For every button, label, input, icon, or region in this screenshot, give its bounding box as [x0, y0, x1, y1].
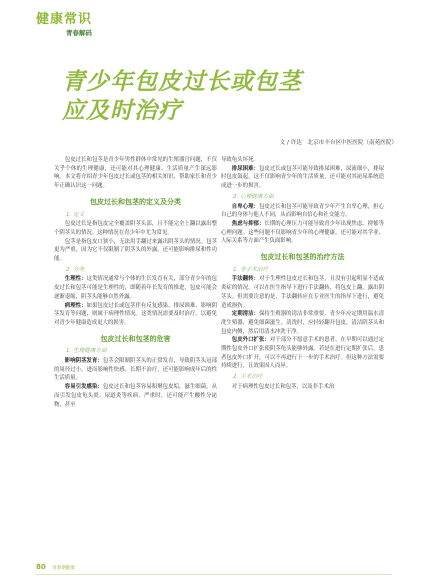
term-text: 如果包皮过长或包茎伴有反复感染、排尿困难、影响阴茎发育等问题，则属于病理性情况。这类情况需要及时治疗，以避免对青少年健康造成更大的损害。 — [54, 302, 217, 326]
term-text: 这类情况通常与个体的生长发育有关，部分青少年的包皮过长和包茎可能是生理性的，即随着年长发育的推进，包皮可能会逐渐退缩，阴茎头能够自然外露。 — [54, 276, 217, 300]
term-label: 焦虑与抑郁： — [231, 220, 265, 227]
paragraph — [221, 336, 384, 371]
term-label: 容易引发感染： — [64, 384, 103, 391]
heading-harm: 包皮过长和包茎的危害 — [100, 334, 171, 343]
term-text: 包皮过长或包茎可能导致排尿困难，尿流细小，排尿时包皮鼓起。这不仅影响青少年的生活质量，还可能对其泌尿系统造成进一步的损害。 — [221, 165, 384, 190]
term-text: 包皮过长和包茎可能导致青少年产生自卑心理，担心自己的身体与他人不同，从而影响自信心和社交能力。 — [221, 203, 384, 219]
heading-definition: 包皮过长和包茎的定义及分类 — [90, 197, 181, 206]
term-label: 影响阴茎发育： — [64, 358, 103, 365]
term-text: 保持生殖器的清洁非常重要。青少年应定期用温水清洗生殖器，避免细菌滋生。清洗时，应轻轻翻开包皮，清洁阴茎头和包皮内侧，然后用清水冲洗干净。 — [221, 311, 384, 335]
term-label: 生理性： — [64, 276, 87, 283]
page-number: 80 — [36, 563, 46, 571]
footer-label: 青春期健康 — [52, 566, 75, 571]
article-title — [62, 68, 362, 126]
subheading-physical: 1. 生理健康方面 — [66, 348, 107, 355]
paragraph: 包皮过长是指包皮完全覆盖阴茎头部，且不能完全上翻以露出整个阴茎头的情况。这种情况在青少年中尤为常见。 — [54, 221, 217, 236]
term-label: 包皮外口扩张： — [231, 337, 270, 344]
paragraph — [54, 383, 217, 409]
paragraph — [221, 310, 384, 336]
title-line-2: 应及时治疗 — [62, 98, 182, 124]
term-text: 包茎会限制阴茎头的正常发育，导致阴茎头冠部的周径过小，进而影响性快感。长期不治疗，还可能影响成年后的性生活质量。 — [54, 358, 217, 382]
author-line: 文 / 许达 北京市丰台区中医医院（南苑医院） — [279, 140, 397, 146]
heading-treatment: 包皮过长和包茎的治疗方法 — [260, 253, 345, 262]
subsection-name: 青春解码 — [66, 29, 92, 37]
paragraph — [221, 220, 384, 246]
footer-divider — [36, 574, 392, 575]
subheading-classification: 2. 分类 — [66, 266, 85, 273]
paragraph: 导致龟头坏死。 — [221, 157, 259, 163]
paragraph — [221, 203, 384, 220]
term-label: 排尿困难： — [231, 165, 259, 172]
term-text: 长期的心理压力可能导致青少年出现焦虑、抑郁等心理问题。这些问题不仅影响青少年的心理健康，还可能对其学业、人际关系等方面产生负面影响。 — [221, 220, 384, 245]
term-text: 包皮过长和包茎容易积聚包皮垢，滋生细菌，从而引发包皮龟头炎、尿道炎等疾病。严重时，还可能产生酸性分泌物，甚至 — [54, 384, 217, 408]
paragraph — [54, 357, 217, 383]
paragraph: 包茎是指包皮口狭小，无法用手翻过来露出阴茎头的情况。包茎更为严重，因为它不仅限制了阴茎头的外露，还可能影响排尿和性功能。 — [54, 238, 217, 263]
paragraph — [54, 275, 217, 301]
term-label: 病理性： — [64, 302, 87, 309]
subheading-nonsurgical: 1. 非手术治疗 — [233, 266, 269, 273]
term-label: 手法翻转： — [231, 276, 259, 283]
paragraph — [54, 302, 217, 328]
right-column — [221, 156, 384, 392]
paragraph — [221, 165, 384, 191]
paragraph — [221, 275, 384, 310]
left-column — [54, 156, 217, 409]
paragraph: 对于病理性包皮过长和包茎，以及非手术治 — [231, 383, 335, 390]
subheading-surgical: 2. 手术治疗 — [233, 374, 263, 381]
subheading-mental: 2. 心理健康方面 — [233, 193, 274, 200]
term-label: 定期清洁： — [231, 311, 259, 318]
term-label: 自卑心理： — [231, 203, 259, 210]
subheading-definition: 1. 定义 — [66, 211, 85, 218]
section-name: 健康常识 — [36, 12, 93, 27]
term-text: 对于部分不愿意手术的患者，在早期可以通过定期性包皮外口扩张使阴茎龟头能够外露。若是在进行定期扩张后，患者包皮外口扩开，可以不再进行下一步的手术治疗。但这种方法需要持续进行，且效果因人而异。 — [221, 337, 384, 370]
intro-paragraph: 包皮过长和包茎是青少年男性群体中常见的生殖器官问题，不仅关乎个体的生理健康，还可能对其心理健康、生活质量产生深远影响。本文将介绍青少年包皮过长或包茎的相关知识，帮助家长和青少年正确认识这一问题。 — [54, 157, 217, 190]
header-band — [0, 0, 427, 48]
title-line-1: 青少年包皮过长或包茎 — [62, 69, 302, 95]
term-text: 对于生理性包皮过长和包茎，且没有引起明显不适或炎症的情况，可以在医生指导下进行手法翻转，将包皮上翻，露出阴茎头。但需要注意的是，手法翻转应在专业医生的指导下进行，避免造成损伤。 — [221, 276, 384, 309]
